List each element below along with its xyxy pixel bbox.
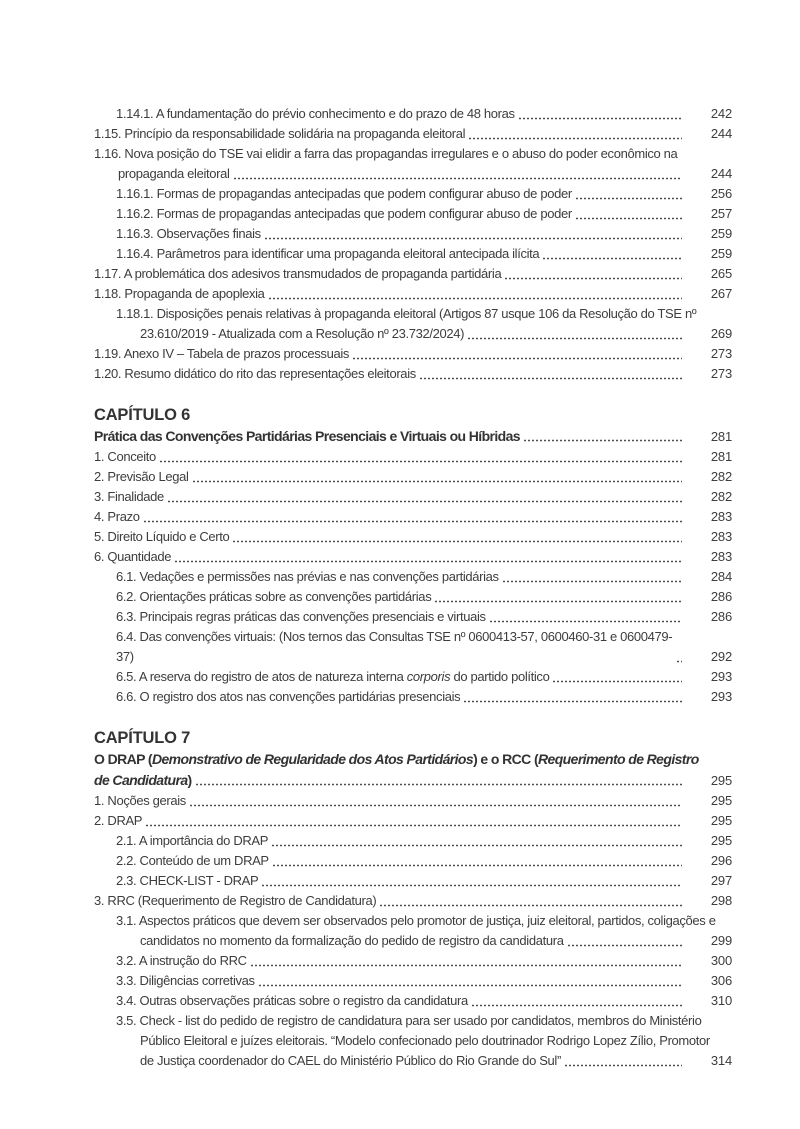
page-number: 267 — [710, 286, 732, 301]
toc-section — [94, 727, 732, 1071]
toc-entry-text — [94, 891, 376, 911]
dot-leader — [143, 519, 682, 524]
page-number: 293 — [710, 689, 732, 704]
page-number: 281 — [710, 449, 732, 464]
page-number: 283 — [710, 509, 732, 524]
toc-entry-segment: 1. Noções gerais — [94, 793, 186, 808]
toc-entry-text — [94, 146, 677, 161]
page-number: 244 — [710, 166, 732, 181]
page-number: 293 — [710, 669, 732, 684]
toc-entry-text — [116, 667, 549, 687]
page-number: 295 — [710, 813, 732, 828]
page-number: 269 — [710, 326, 732, 341]
toc-entry — [94, 204, 732, 224]
dot-leader — [379, 903, 682, 908]
toc-entry-text — [94, 811, 142, 831]
dot-leader — [467, 336, 682, 341]
toc-entry-segment: de Candidatura — [94, 772, 188, 788]
page-number: 244 — [710, 126, 732, 141]
toc-entry-segment: candidatos no momento da formalização do pedido de registro da candidatura — [140, 933, 564, 948]
toc-entry-text — [140, 1033, 710, 1048]
toc-entry — [94, 791, 732, 811]
toc-entry — [94, 144, 732, 164]
toc-entry — [94, 547, 732, 567]
dot-leader — [471, 1003, 682, 1008]
toc-entry-segment: 3.4. Outras observações práticas sobre o registro da candidatura — [116, 993, 468, 1008]
toc-entry-segment: 3. Finalidade — [94, 489, 164, 504]
toc-entry-text — [116, 1013, 701, 1028]
toc-entry-text — [94, 124, 465, 144]
page-number: 242 — [710, 106, 732, 121]
dot-leader — [268, 296, 682, 301]
toc-entry-segment: 1.17. A problemática dos adesivos transmudados de propaganda partidária — [94, 266, 502, 281]
dot-leader — [419, 376, 682, 381]
toc-entry-segment: 3.1. Aspectos práticos que devem ser observados pelo promotor de justiça, juiz eleitoral, partidos, coligações e — [116, 913, 716, 928]
toc-entry — [94, 687, 732, 707]
toc-entry — [94, 831, 732, 851]
toc-entry-text — [94, 791, 186, 811]
toc-entry-text — [94, 364, 416, 384]
toc-entry-segment: O DRAP ( — [94, 751, 152, 767]
toc-entry-text — [94, 426, 520, 447]
toc-entry — [94, 587, 732, 607]
toc-entry-segment: 2. Previsão Legal — [94, 469, 189, 484]
toc-entry-segment: ) e o RCC ( — [473, 751, 539, 767]
toc-entry-segment: 23.610/2019 - Atualizada com a Resolução nº 23.732/2024) — [140, 326, 465, 341]
toc-entry — [94, 871, 732, 891]
toc-entry-segment: de Justiça coordenador do CAEL do Ministério Público do Rio Grande do Sul” — [140, 1053, 561, 1068]
page-number: 283 — [710, 549, 732, 564]
toc-entry-segment: 3.3. Diligências corretivas — [116, 973, 255, 988]
toc-entry — [94, 507, 732, 527]
toc-entry-segment: 6.2. Orientações práticas sobre as convenções partidárias — [116, 589, 432, 604]
chapter-title — [94, 770, 732, 791]
dot-leader — [174, 559, 682, 564]
toc-entry — [94, 811, 732, 831]
toc-entry-text — [140, 931, 564, 951]
dot-leader — [504, 276, 682, 281]
page-number: 306 — [710, 973, 732, 988]
dot-leader — [145, 823, 682, 828]
toc-entry-segment: 1.18. Propaganda de apoplexia — [94, 286, 265, 301]
toc-entry-segment: 1.14.1. A fundamentação do prévio conhecimento e do prazo de 48 horas — [116, 106, 515, 121]
toc-entry-segment: 1.20. Resumo didático do rito das representações eleitorais — [94, 366, 416, 381]
page-number: 282 — [710, 489, 732, 504]
dot-leader — [232, 539, 682, 544]
toc-entry-text — [116, 244, 539, 264]
toc-entry-text — [116, 971, 255, 991]
toc-entry — [94, 527, 732, 547]
toc-entry — [94, 971, 732, 991]
toc-entry-segment: corporis — [406, 669, 451, 684]
dot-leader — [192, 479, 682, 484]
page-number: 295 — [710, 773, 732, 788]
page-number: 295 — [710, 793, 732, 808]
toc-entry-segment: 6.6. O registro dos atos nas convenções partidárias presenciais — [116, 689, 461, 704]
toc-entry-segment: 6.4. Das convenções virtuais: (Nos ternos das Consultas TSE nº 0600413-57, 0600460-31 e 0600479-37) — [116, 629, 673, 664]
toc-entry-segment: 3.5. Check - list do pedido de registro de candidatura para ser usado por candidatos, membros do Ministério — [116, 1013, 702, 1028]
toc-entry-text — [116, 831, 268, 851]
toc-entry-text — [94, 447, 156, 467]
dot-leader — [271, 843, 682, 848]
toc-entry-segment: 1.16.3. Observações finais — [116, 226, 261, 241]
toc-entry-text — [116, 913, 716, 928]
toc-entry-segment: 4. Prazo — [94, 509, 140, 524]
toc-entry-segment: 6.1. Vedações e permissões nas prévias e nas convenções partidárias — [116, 569, 499, 584]
toc-entry-segment: Requerimento de Registro — [538, 751, 699, 767]
toc-entry-text — [116, 607, 486, 627]
toc-entry — [94, 304, 732, 324]
toc-entry — [94, 567, 732, 587]
dot-leader — [676, 659, 682, 664]
toc-entry-segment: Público Eleitoral e juízes eleitorais. “Modelo confecionado pelo doutrinador Rodrigo Lopez Zílio, Promotor — [140, 1033, 710, 1048]
page-number: 281 — [710, 429, 732, 444]
toc-entry-segment: 1.16. Nova posição do TSE vai elidir a farra das propagandas irregulares e o abuso do poder econômico na — [94, 146, 678, 161]
toc-entry-segment: 2.3. CHECK-LIST - DRAP — [116, 873, 259, 888]
dot-leader — [489, 619, 682, 624]
toc-entry — [94, 667, 732, 687]
page-number: 300 — [710, 953, 732, 968]
toc-entry-segment: 1. Conceito — [94, 449, 156, 464]
toc-entry-text — [116, 567, 499, 587]
chapter-heading: CAPÍTULO 6 — [94, 406, 191, 424]
chapter-heading: CAPÍTULO 7 — [94, 729, 191, 747]
toc-entry-text — [116, 951, 247, 971]
toc-entry-segment: 2.2. Conteúdo de um DRAP — [116, 853, 269, 868]
toc-entry-text — [94, 751, 699, 767]
toc-entry-text — [94, 467, 189, 487]
toc-entry-text — [116, 224, 261, 244]
page-number: 297 — [710, 873, 732, 888]
toc-entry — [94, 364, 732, 384]
dot-leader — [564, 1063, 682, 1068]
toc-entry-segment: 3.2. A instrução do RRC — [116, 953, 247, 968]
dot-leader — [233, 176, 682, 181]
toc-entry — [94, 891, 732, 911]
toc-entry-segment: 1.16.1. Formas de propagandas antecipadas que podem configurar abuso de poder — [116, 186, 572, 201]
toc-entry-segment: 1.15. Princípio da responsabilidade solidária na propaganda eleitoral — [94, 126, 466, 141]
dot-leader — [264, 236, 682, 241]
toc-entry-text — [94, 487, 164, 507]
toc-entry-text — [116, 306, 696, 321]
toc-entry-text — [116, 204, 572, 224]
toc-entry — [94, 1031, 732, 1051]
toc-entry-text — [116, 851, 269, 871]
toc-entry — [94, 467, 732, 487]
page-number: 265 — [710, 266, 732, 281]
toc-entry — [94, 951, 732, 971]
toc-section — [94, 404, 732, 707]
toc-entry-segment: 2. DRAP — [94, 813, 143, 828]
toc-entry — [94, 124, 732, 144]
toc-entry-text — [116, 184, 572, 204]
toc-entry-text — [116, 991, 468, 1011]
toc-entry — [94, 224, 732, 244]
toc-entry — [94, 1051, 732, 1071]
toc-entry — [94, 184, 732, 204]
toc-entry-segment: 1.18.1. Disposições penais relativas à propaganda eleitoral (Artigos 87 usque 106 da Resolução do TSE nº — [116, 306, 697, 321]
toc-entry-text — [94, 284, 265, 304]
toc-entry — [94, 164, 732, 184]
page-number: 259 — [710, 226, 732, 241]
page-number: 310 — [710, 993, 732, 1008]
toc-entry-segment: 1.16.4. Parâmetros para identificar uma propaganda eleitoral antecipada ilícita — [116, 246, 540, 261]
toc-entry-segment: propaganda eleitoral — [118, 166, 230, 181]
page-number: 296 — [710, 853, 732, 868]
page-number: 286 — [710, 609, 732, 624]
toc-entry-segment: 2.1. A importância do DRAP — [116, 833, 269, 848]
toc-entry-text — [94, 527, 229, 547]
page-number: 299 — [710, 933, 732, 948]
dot-leader — [434, 599, 682, 604]
toc-entry-segment: 1.19. Anexo IV – Tabela de prazos processuais — [94, 346, 350, 361]
dot-leader — [258, 983, 682, 988]
toc-entry-text — [140, 324, 464, 344]
toc-entry-segment: ) — [187, 772, 192, 788]
dot-leader — [189, 803, 682, 808]
toc-entry — [94, 264, 732, 284]
chapter-title — [94, 426, 732, 447]
toc-entry-text — [116, 587, 431, 607]
toc-entry-text — [140, 1051, 561, 1071]
dot-leader — [352, 356, 682, 361]
page-number: 292 — [710, 649, 732, 664]
toc-entry-segment: 6. Quantidade — [94, 549, 172, 564]
toc-entry-text — [94, 507, 140, 527]
page-number: 256 — [710, 186, 732, 201]
page-number: 295 — [710, 833, 732, 848]
toc-entry — [94, 344, 732, 364]
toc-entry-segment: Demonstrativo de Regularidade dos Atos Partidários — [151, 751, 474, 767]
page-number: 283 — [710, 529, 732, 544]
dot-leader — [167, 499, 682, 504]
toc-entry — [94, 851, 732, 871]
dot-leader — [542, 256, 682, 261]
toc-entry-text — [116, 687, 460, 707]
toc-entry-segment: 1.16.2. Formas de propagandas antecipadas que podem configurar abuso de poder — [116, 206, 572, 221]
dot-leader — [502, 579, 682, 584]
toc-entry-segment: 6.5. A reserva do registro de atos de natureza interna — [116, 669, 407, 684]
toc-entry-segment: 6.3. Principais regras práticas das convenções presenciais e virtuais — [116, 609, 486, 624]
dot-leader — [552, 679, 682, 684]
page-number: 259 — [710, 246, 732, 261]
dot-leader — [250, 963, 682, 968]
toc-entry — [94, 284, 732, 304]
toc-entry — [94, 931, 732, 951]
toc-entry-segment: 3. RRC (Requerimento de Registro de Candidatura) — [94, 893, 377, 908]
dot-leader — [523, 438, 682, 443]
page-number: 282 — [710, 469, 732, 484]
page-number: 286 — [710, 589, 732, 604]
toc-entry-text — [118, 164, 230, 184]
toc-entry-text — [116, 871, 258, 891]
toc-entry-text — [94, 264, 501, 284]
page-number: 284 — [710, 569, 732, 584]
toc-entry — [94, 104, 732, 124]
toc-entry-segment: Prática das Convenções Partidárias Presenciais e Virtuais ou Híbridas — [94, 428, 520, 444]
toc-entry — [94, 487, 732, 507]
toc-entry — [94, 627, 732, 667]
toc-entry-text — [116, 627, 673, 667]
toc-section — [94, 104, 732, 384]
toc-entry — [94, 447, 732, 467]
dot-leader — [468, 136, 682, 141]
dot-leader — [261, 883, 682, 888]
dot-leader — [159, 459, 682, 464]
toc-entry-text — [94, 770, 192, 791]
page-number: 298 — [710, 893, 732, 908]
toc-entry-segment: 5. Direito Líquido e Certo — [94, 529, 230, 544]
toc-entry — [94, 1011, 732, 1031]
toc-entry-text — [94, 344, 349, 364]
dot-leader — [575, 196, 682, 201]
toc-entry — [94, 991, 732, 1011]
toc-entry-segment: do partido político — [450, 669, 550, 684]
page-number: 273 — [710, 346, 732, 361]
toc-entry-text — [116, 104, 515, 124]
chapter-title — [94, 749, 732, 770]
dot-leader — [575, 216, 682, 221]
toc-entry — [94, 324, 732, 344]
dot-leader — [463, 699, 682, 704]
page-number: 273 — [710, 366, 732, 381]
toc-entry-text — [94, 547, 171, 567]
page-number: 257 — [710, 206, 732, 221]
toc-entry — [94, 911, 732, 931]
dot-leader — [272, 863, 682, 868]
toc-entry — [94, 607, 732, 627]
page-number: 314 — [710, 1053, 732, 1068]
toc-entry — [94, 244, 732, 264]
dot-leader — [567, 943, 682, 948]
dot-leader — [195, 782, 682, 787]
dot-leader — [518, 116, 682, 121]
